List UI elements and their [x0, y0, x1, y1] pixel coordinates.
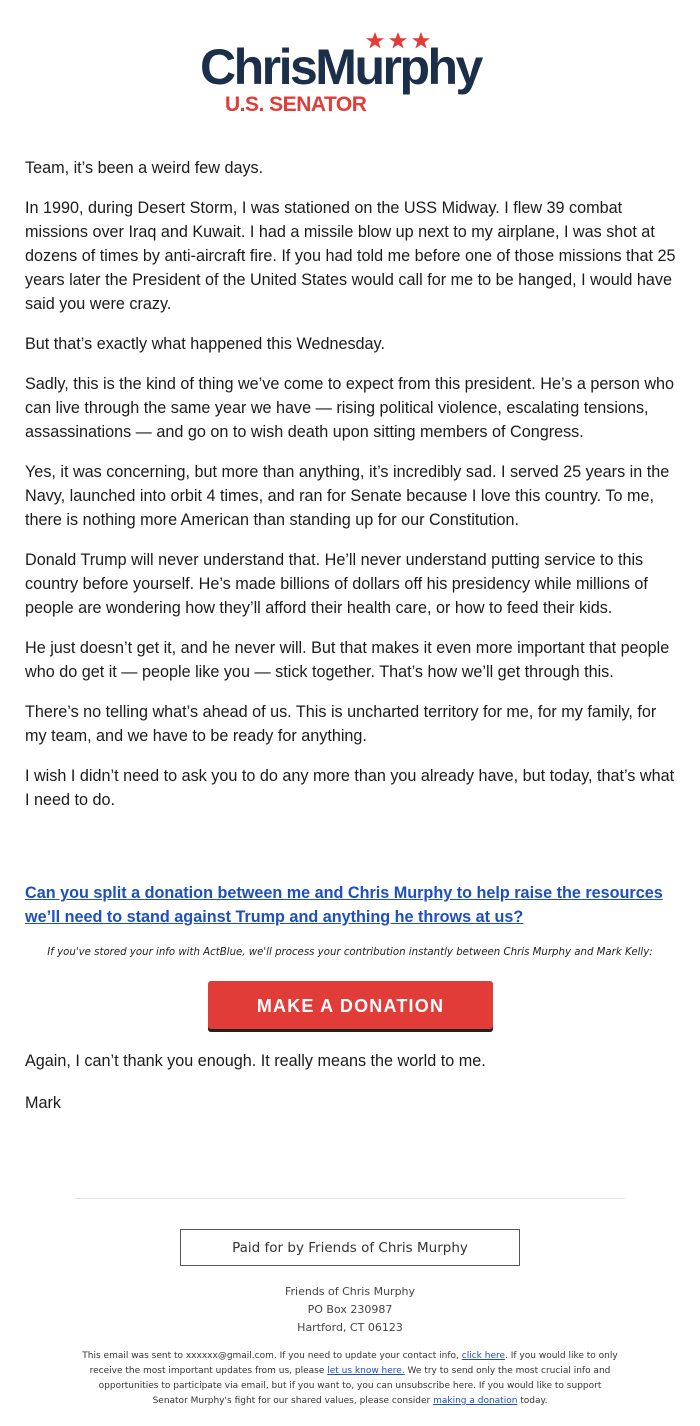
- paragraph: In 1990, during Desert Storm, I was stationed on the USS Midway. I flew 39 combat missions over Iraq and Kuwait. I had a missile blow up next to my airplane, I was shot at dozens of times by anti-aircraft fire. If you had told me before one of those missions that 25 years later the President of the United States would call for me to be hanged, I would have said you were crazy.: [25, 199, 676, 313]
- closing-line: Again, I can’t thank you enough. It really means the world to me.: [25, 1052, 486, 1070]
- footer-divider: [75, 1198, 625, 1199]
- update-contact-link[interactable]: click here: [461, 1351, 506, 1361]
- donation-ask-link[interactable]: Can you split a donation between me and Chris Murphy to help raise the resources we’ll need to stand against Trump and anything he throws at us?: [25, 884, 663, 926]
- fine-print-text: today.: [517, 1396, 548, 1406]
- paragraph: But that’s exactly what happened this Wednesday.: [25, 335, 385, 353]
- paragraph: Team, it’s been a weird few days.: [25, 159, 264, 177]
- paragraph: He just doesn’t get it, and he never will. But that makes it even more important that people who do get it — people like you — stick together. That’s how we’ll get through this.: [25, 639, 670, 681]
- address-line: Friends of Chris Murphy: [284, 1285, 416, 1298]
- email-body: [25, 156, 677, 828]
- mailing-address: [0, 1283, 700, 1337]
- closing: [25, 1049, 677, 1133]
- actblue-note: If you've stored your info with ActBlue, we'll process your contribution instantly between Chris Murphy and Mark Kelly:: [47, 947, 653, 958]
- make-donation-link[interactable]: making a donation: [433, 1396, 518, 1406]
- chris-murphy-logo: [195, 26, 505, 116]
- logo: [0, 0, 700, 140]
- signature: Mark: [25, 1094, 61, 1112]
- important-updates-link[interactable]: let us know here.: [327, 1366, 405, 1376]
- logo-name: ChrisMurphy: [200, 39, 481, 95]
- paragraph: Yes, it was concerning, but more than anything, it’s incredibly sad. I served 25 years in the Navy, launched into orbit 4 times, and ran for Senate because I love this country. To me, there is nothing more American than standing up for our Constitution.: [25, 463, 670, 529]
- paragraph: I wish I didn’t need to ask you to do any more than you already have, but today, that’s what I need to do.: [25, 767, 675, 809]
- logo-title: U.S. SENATOR: [225, 93, 367, 116]
- paid-for-disclaimer: Paid for by Friends of Chris Murphy: [180, 1229, 520, 1266]
- fine-print-text: We try to send only the most crucial info and opportunities to participate via email, but if you want to, you can unsubscribe here. If you would like to support Senator Murphy's fight for our shared values, please consider: [98, 1366, 611, 1406]
- paragraph: Donald Trump will never understand that. He’ll never understand putting service to this country before yourself. He’s made billions of dollars off his presidency while millions of people are wondering how they’ll afford their health care, or how to feed their kids.: [25, 551, 648, 617]
- address-line: Hartford, CT 06123: [297, 1321, 403, 1334]
- fine-print-text: This email was sent to xxxxxx@gmail.com. If you need to update your contact info,: [82, 1351, 462, 1361]
- make-donation-button[interactable]: MAKE A DONATION: [208, 981, 493, 1032]
- paragraph: There’s no telling what’s ahead of us. This is uncharted territory for me, for my family, for my team, and we have to be ready for anything.: [25, 703, 657, 745]
- fine-print-text: . If you would like to only receive the most important updates from us, please: [89, 1351, 618, 1376]
- address-line: PO Box 230987: [307, 1303, 393, 1316]
- paragraph: Sadly, this is the kind of thing we’ve come to expect from this president. He’s a person who can live through the same year we have — rising political violence, escalating tensions, assassinations — and go on to wish death upon sitting members of Congress.: [25, 375, 675, 441]
- footer-fine-print: [82, 1349, 618, 1409]
